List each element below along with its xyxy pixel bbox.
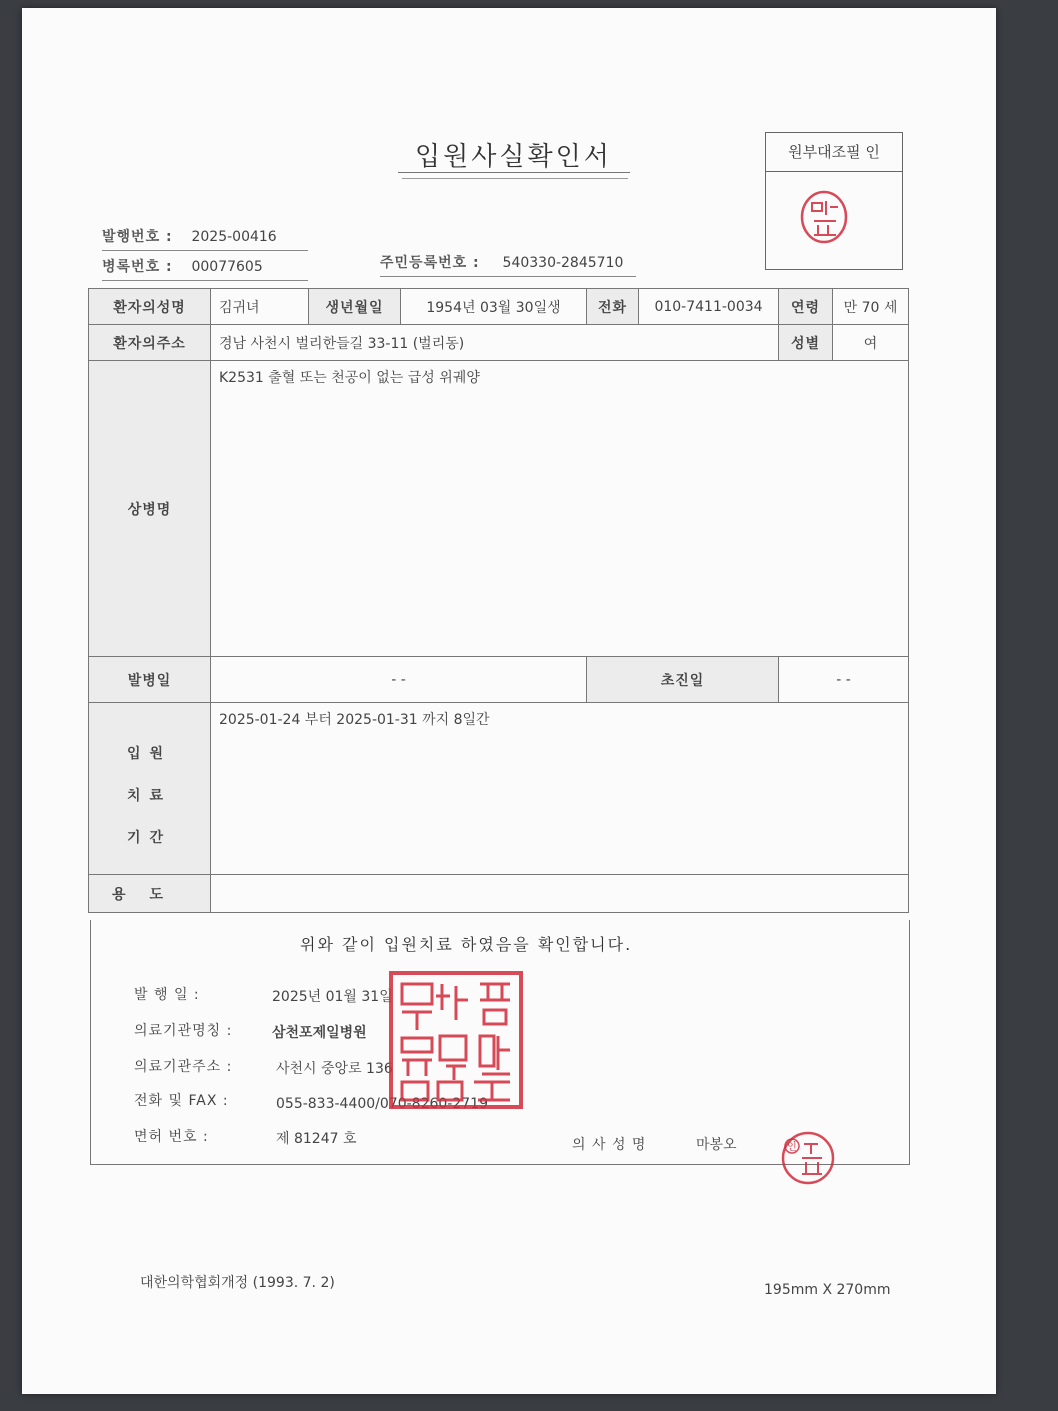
sex-value: 여 bbox=[833, 325, 909, 361]
birth-value: 1954년 03월 30일생 bbox=[401, 289, 587, 325]
title-underline-2 bbox=[402, 178, 628, 179]
document-title: 입원사실확인서 bbox=[415, 142, 612, 172]
purpose-value bbox=[211, 875, 909, 913]
table-row bbox=[89, 875, 909, 913]
age-value: 만 70 세 bbox=[833, 289, 909, 325]
first-visit-label: 초진일 bbox=[587, 657, 779, 703]
phone-label: 전화 bbox=[587, 289, 639, 325]
onset-label: 발병일 bbox=[89, 657, 211, 703]
address-label: 환자의주소 bbox=[89, 325, 211, 361]
issue-date-value: 2025년 01월 31일 bbox=[272, 989, 393, 1005]
patient-info-table bbox=[88, 288, 909, 913]
treatment-label-2: 치료 bbox=[126, 787, 173, 804]
table-row bbox=[89, 657, 909, 703]
hospital-address-label: 의료기관주소 : bbox=[134, 1059, 233, 1075]
address-value: 경남 사천시 벌리한들길 33-11 (벌리동) bbox=[211, 325, 779, 361]
phone-value: 010-7411-0034 bbox=[639, 289, 779, 325]
confirmation-text: 위와 같이 입원치료 하였음을 확인합니다. bbox=[300, 935, 633, 954]
table-row bbox=[89, 361, 909, 657]
treatment-label-1: 입원 bbox=[126, 745, 173, 762]
issue-no-label: 발행번호 : bbox=[102, 229, 173, 245]
resident-no-value: 540330-2845710 bbox=[502, 255, 624, 271]
diagnosis-value: K2531 출혈 또는 천공이 없는 급성 위궤양 bbox=[211, 361, 909, 657]
treatment-label bbox=[89, 703, 211, 875]
treatment-period-value: 2025-01-24 부터 2025-01-31 까지 8일간 bbox=[211, 703, 909, 875]
hospital-seal-text: 삼천포제일병원직인 bbox=[456, 1045, 465, 1046]
birth-label: 생년월일 bbox=[309, 289, 401, 325]
diagnosis-label: 상병명 bbox=[89, 361, 211, 657]
issue-no-value: 2025-00416 bbox=[191, 229, 277, 245]
doctor-seal-text: 인 bbox=[787, 1142, 797, 1153]
paper-size-note: 195mm X 270mm bbox=[764, 1282, 891, 1298]
name-label: 환자의성명 bbox=[89, 289, 211, 325]
sex-label: 성별 bbox=[779, 325, 833, 361]
record-no-value: 00077605 bbox=[191, 259, 263, 275]
name-value: 김귀녀 bbox=[211, 289, 309, 325]
tel-fax-label: 전화 및 FAX : bbox=[134, 1093, 229, 1109]
purpose-label: 용도 bbox=[89, 875, 211, 913]
revision-note: 대한의학협회개정 (1993. 7. 2) bbox=[140, 1275, 335, 1291]
age-label: 연령 bbox=[779, 289, 833, 325]
license-value: 제 81247 호 bbox=[276, 1131, 357, 1147]
original-verification-box bbox=[765, 132, 903, 270]
issue-date-label: 발 행 일 : bbox=[134, 987, 200, 1003]
tel-fax-value: 055-833-4400/070-8260-2719 bbox=[276, 1096, 488, 1112]
hospital-name-value: 삼천포제일병원 bbox=[272, 1025, 367, 1041]
resident-no-label: 주민등록번호 : bbox=[380, 255, 480, 271]
onset-value: - - bbox=[211, 657, 587, 703]
hospital-name-label: 의료기관명칭 : bbox=[134, 1023, 233, 1039]
verification-seal-stamp bbox=[766, 173, 902, 269]
first-visit-value: - - bbox=[779, 657, 909, 703]
doctor-label: 의 사 성 명 bbox=[572, 1137, 647, 1153]
license-label: 면허 번호 : bbox=[134, 1129, 209, 1145]
table-row bbox=[89, 703, 909, 875]
treatment-label-3: 기간 bbox=[126, 829, 173, 846]
table-row bbox=[89, 325, 909, 361]
hospital-address-value: 사천시 중앙로 136 bbox=[276, 1061, 393, 1077]
original-box-label: 원부대조필 인 bbox=[766, 133, 902, 172]
hospital-seal-stamp bbox=[388, 970, 524, 1110]
doctor-seal-stamp bbox=[778, 1128, 838, 1188]
record-no-label: 병록번호 : bbox=[102, 259, 173, 275]
doctor-name: 마봉오 bbox=[696, 1137, 737, 1153]
title-underline bbox=[398, 172, 630, 173]
table-row bbox=[89, 289, 909, 325]
